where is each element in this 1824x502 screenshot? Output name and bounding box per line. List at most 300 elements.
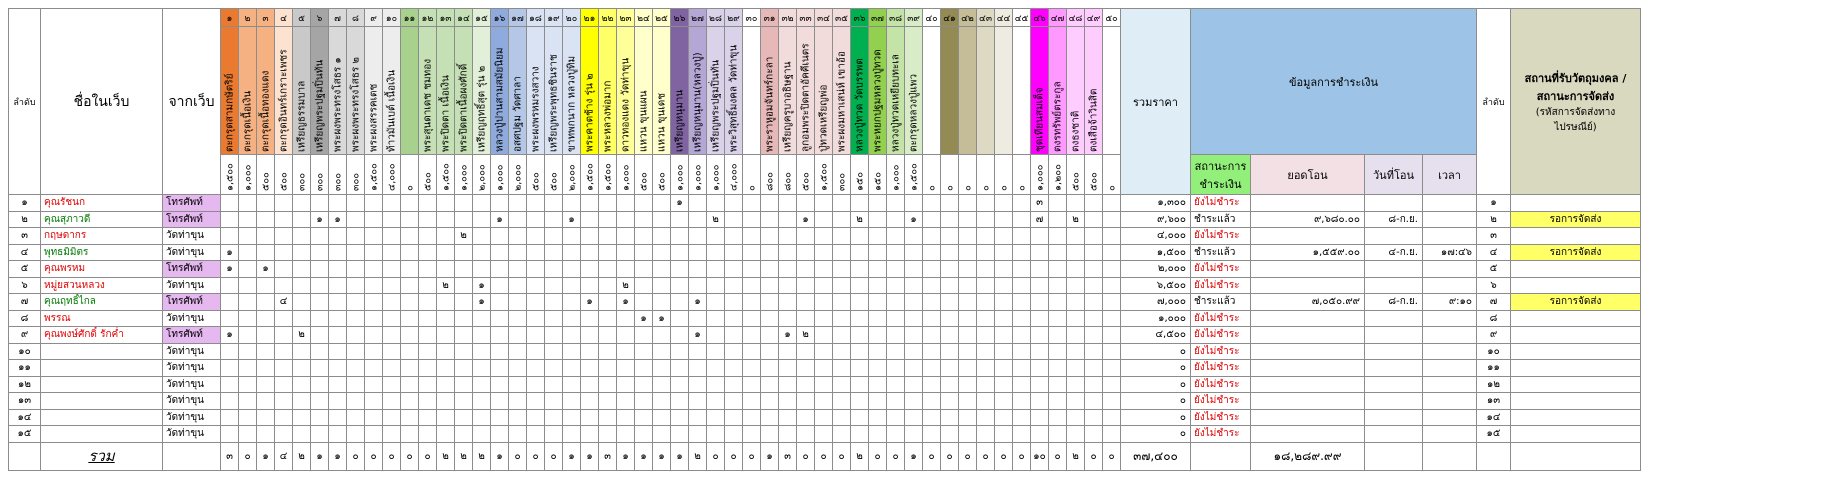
qty-cell[interactable] — [959, 277, 977, 294]
qty-cell[interactable] — [275, 211, 293, 228]
qty-cell[interactable] — [689, 211, 707, 228]
qty-cell[interactable] — [959, 426, 977, 443]
qty-cell[interactable] — [797, 310, 815, 327]
qty-cell[interactable] — [887, 409, 905, 426]
qty-cell[interactable] — [383, 409, 401, 426]
qty-cell[interactable] — [1103, 393, 1121, 410]
row-delivery[interactable] — [1511, 277, 1641, 294]
qty-cell[interactable] — [869, 211, 887, 228]
qty-cell[interactable] — [815, 228, 833, 245]
qty-cell[interactable] — [581, 228, 599, 245]
qty-cell[interactable] — [797, 244, 815, 261]
qty-cell[interactable] — [959, 343, 977, 360]
qty-cell[interactable] — [725, 211, 743, 228]
qty-cell[interactable] — [617, 360, 635, 377]
qty-cell[interactable] — [365, 211, 383, 228]
row-status[interactable]: ยังไม่ชำระ — [1191, 409, 1251, 426]
qty-cell[interactable] — [779, 310, 797, 327]
qty-cell[interactable] — [833, 261, 851, 278]
qty-cell[interactable] — [707, 343, 725, 360]
qty-cell[interactable] — [1067, 343, 1085, 360]
qty-cell[interactable] — [311, 393, 329, 410]
qty-cell[interactable] — [221, 310, 239, 327]
qty-cell[interactable] — [455, 343, 473, 360]
qty-cell[interactable] — [815, 277, 833, 294]
qty-cell[interactable] — [689, 261, 707, 278]
qty-cell[interactable] — [617, 426, 635, 443]
qty-cell[interactable] — [437, 244, 455, 261]
qty-cell[interactable] — [887, 310, 905, 327]
qty-cell[interactable] — [599, 211, 617, 228]
qty-cell[interactable] — [1031, 228, 1049, 245]
qty-cell[interactable] — [257, 360, 275, 377]
qty-cell[interactable] — [923, 294, 941, 311]
qty-cell[interactable] — [563, 244, 581, 261]
qty-cell[interactable] — [365, 343, 383, 360]
qty-cell[interactable] — [815, 244, 833, 261]
qty-cell[interactable] — [1103, 195, 1121, 212]
qty-cell[interactable] — [941, 277, 959, 294]
qty-cell[interactable]: ๒ — [851, 211, 869, 228]
qty-cell[interactable] — [347, 310, 365, 327]
qty-cell[interactable] — [779, 409, 797, 426]
qty-cell[interactable] — [1049, 376, 1067, 393]
qty-cell[interactable] — [491, 376, 509, 393]
qty-cell[interactable] — [923, 327, 941, 344]
qty-cell[interactable] — [527, 277, 545, 294]
qty-cell[interactable] — [815, 343, 833, 360]
row-status[interactable]: ชำระแล้ว — [1191, 244, 1251, 261]
qty-cell[interactable] — [437, 211, 455, 228]
qty-cell[interactable] — [221, 343, 239, 360]
qty-cell[interactable] — [743, 376, 761, 393]
qty-cell[interactable] — [689, 360, 707, 377]
qty-cell[interactable] — [527, 393, 545, 410]
qty-cell[interactable] — [941, 195, 959, 212]
qty-cell[interactable] — [473, 343, 491, 360]
qty-cell[interactable] — [221, 426, 239, 443]
qty-cell[interactable] — [671, 376, 689, 393]
qty-cell[interactable] — [671, 426, 689, 443]
qty-cell[interactable] — [833, 393, 851, 410]
qty-cell[interactable] — [365, 409, 383, 426]
qty-cell[interactable] — [1031, 376, 1049, 393]
qty-cell[interactable] — [1067, 310, 1085, 327]
qty-cell[interactable] — [671, 310, 689, 327]
qty-cell[interactable] — [923, 310, 941, 327]
qty-cell[interactable] — [743, 409, 761, 426]
qty-cell[interactable] — [563, 277, 581, 294]
qty-cell[interactable] — [1013, 426, 1031, 443]
qty-cell[interactable] — [275, 426, 293, 443]
qty-cell[interactable] — [869, 409, 887, 426]
qty-cell[interactable] — [869, 310, 887, 327]
qty-cell[interactable] — [311, 228, 329, 245]
qty-cell[interactable] — [473, 261, 491, 278]
qty-cell[interactable] — [1013, 310, 1031, 327]
qty-cell[interactable] — [995, 277, 1013, 294]
qty-cell[interactable] — [887, 195, 905, 212]
qty-cell[interactable] — [473, 327, 491, 344]
qty-cell[interactable] — [581, 310, 599, 327]
qty-cell[interactable] — [1067, 376, 1085, 393]
qty-cell[interactable] — [563, 376, 581, 393]
qty-cell[interactable] — [581, 426, 599, 443]
qty-cell[interactable] — [473, 195, 491, 212]
qty-cell[interactable] — [995, 261, 1013, 278]
qty-cell[interactable] — [617, 211, 635, 228]
qty-cell[interactable] — [653, 343, 671, 360]
qty-cell[interactable] — [1067, 393, 1085, 410]
qty-cell[interactable] — [761, 211, 779, 228]
row-status[interactable]: ยังไม่ชำระ — [1191, 327, 1251, 344]
qty-cell[interactable] — [635, 393, 653, 410]
qty-cell[interactable] — [221, 376, 239, 393]
qty-cell[interactable] — [761, 327, 779, 344]
qty-cell[interactable] — [275, 393, 293, 410]
qty-cell[interactable] — [689, 195, 707, 212]
qty-cell[interactable] — [329, 376, 347, 393]
qty-cell[interactable] — [581, 277, 599, 294]
qty-cell[interactable] — [293, 261, 311, 278]
qty-cell[interactable] — [1103, 294, 1121, 311]
qty-cell[interactable] — [1085, 343, 1103, 360]
qty-cell[interactable] — [599, 228, 617, 245]
qty-cell[interactable] — [1031, 409, 1049, 426]
qty-cell[interactable] — [779, 294, 797, 311]
qty-cell[interactable] — [491, 360, 509, 377]
qty-cell[interactable] — [401, 228, 419, 245]
qty-cell[interactable] — [311, 277, 329, 294]
row-delivery[interactable] — [1511, 409, 1641, 426]
qty-cell[interactable] — [1049, 393, 1067, 410]
qty-cell[interactable] — [743, 228, 761, 245]
qty-cell[interactable] — [1031, 261, 1049, 278]
qty-cell[interactable] — [473, 360, 491, 377]
qty-cell[interactable] — [419, 376, 437, 393]
qty-cell[interactable] — [437, 360, 455, 377]
qty-cell[interactable] — [239, 393, 257, 410]
qty-cell[interactable] — [347, 376, 365, 393]
qty-cell[interactable] — [545, 244, 563, 261]
qty-cell[interactable] — [743, 310, 761, 327]
qty-cell[interactable] — [959, 409, 977, 426]
qty-cell[interactable] — [851, 360, 869, 377]
qty-cell[interactable] — [671, 211, 689, 228]
qty-cell[interactable] — [1067, 409, 1085, 426]
qty-cell[interactable] — [311, 343, 329, 360]
qty-cell[interactable] — [743, 195, 761, 212]
qty-cell[interactable] — [545, 343, 563, 360]
qty-cell[interactable] — [959, 228, 977, 245]
qty-cell[interactable] — [275, 277, 293, 294]
qty-cell[interactable] — [635, 426, 653, 443]
qty-cell[interactable] — [311, 195, 329, 212]
row-status[interactable]: ยังไม่ชำระ — [1191, 261, 1251, 278]
qty-cell[interactable] — [959, 294, 977, 311]
qty-cell[interactable] — [239, 376, 257, 393]
qty-cell[interactable] — [347, 228, 365, 245]
qty-cell[interactable] — [959, 327, 977, 344]
qty-cell[interactable] — [617, 228, 635, 245]
qty-cell[interactable] — [689, 244, 707, 261]
qty-cell[interactable] — [761, 261, 779, 278]
qty-cell[interactable] — [545, 426, 563, 443]
qty-cell[interactable] — [797, 409, 815, 426]
qty-cell[interactable] — [725, 426, 743, 443]
qty-cell[interactable] — [1085, 195, 1103, 212]
qty-cell[interactable] — [977, 294, 995, 311]
qty-cell[interactable] — [545, 360, 563, 377]
qty-cell[interactable] — [743, 211, 761, 228]
qty-cell[interactable] — [617, 195, 635, 212]
qty-cell[interactable] — [1049, 228, 1067, 245]
qty-cell[interactable] — [869, 244, 887, 261]
qty-cell[interactable] — [797, 277, 815, 294]
qty-cell[interactable] — [851, 195, 869, 212]
row-delivery[interactable] — [1511, 195, 1641, 212]
qty-cell[interactable] — [653, 244, 671, 261]
qty-cell[interactable] — [761, 244, 779, 261]
qty-cell[interactable]: ๒ — [707, 211, 725, 228]
qty-cell[interactable] — [869, 277, 887, 294]
qty-cell[interactable] — [833, 294, 851, 311]
qty-cell[interactable] — [1085, 327, 1103, 344]
qty-cell[interactable] — [365, 294, 383, 311]
qty-cell[interactable] — [797, 393, 815, 410]
qty-cell[interactable] — [761, 376, 779, 393]
qty-cell[interactable] — [509, 360, 527, 377]
qty-cell[interactable] — [455, 376, 473, 393]
qty-cell[interactable] — [347, 409, 365, 426]
qty-cell[interactable] — [419, 228, 437, 245]
qty-cell[interactable] — [545, 393, 563, 410]
qty-cell[interactable] — [725, 360, 743, 377]
qty-cell[interactable] — [365, 228, 383, 245]
qty-cell[interactable] — [1049, 426, 1067, 443]
qty-cell[interactable] — [1031, 343, 1049, 360]
qty-cell[interactable] — [527, 261, 545, 278]
qty-cell[interactable] — [653, 360, 671, 377]
qty-cell[interactable] — [365, 327, 383, 344]
qty-cell[interactable] — [923, 393, 941, 410]
qty-cell[interactable] — [707, 409, 725, 426]
qty-cell[interactable] — [437, 228, 455, 245]
row-delivery[interactable] — [1511, 261, 1641, 278]
qty-cell[interactable] — [905, 244, 923, 261]
qty-cell[interactable] — [1085, 409, 1103, 426]
qty-cell[interactable] — [833, 195, 851, 212]
qty-cell[interactable] — [833, 426, 851, 443]
qty-cell[interactable] — [221, 360, 239, 377]
qty-cell[interactable] — [527, 294, 545, 311]
qty-cell[interactable] — [419, 244, 437, 261]
qty-cell[interactable] — [239, 409, 257, 426]
qty-cell[interactable]: ๑ — [689, 294, 707, 311]
qty-cell[interactable] — [653, 294, 671, 311]
qty-cell[interactable] — [365, 376, 383, 393]
qty-cell[interactable] — [941, 211, 959, 228]
qty-cell[interactable] — [977, 310, 995, 327]
qty-cell[interactable] — [563, 310, 581, 327]
row-status[interactable]: ยังไม่ชำระ — [1191, 393, 1251, 410]
qty-cell[interactable] — [779, 195, 797, 212]
qty-cell[interactable] — [599, 409, 617, 426]
qty-cell[interactable] — [923, 195, 941, 212]
qty-cell[interactable] — [995, 376, 1013, 393]
qty-cell[interactable] — [941, 343, 959, 360]
qty-cell[interactable] — [1013, 360, 1031, 377]
qty-cell[interactable] — [509, 376, 527, 393]
qty-cell[interactable] — [275, 327, 293, 344]
qty-cell[interactable] — [815, 426, 833, 443]
qty-cell[interactable] — [509, 211, 527, 228]
qty-cell[interactable] — [419, 261, 437, 278]
qty-cell[interactable] — [581, 261, 599, 278]
qty-cell[interactable] — [545, 376, 563, 393]
qty-cell[interactable] — [455, 294, 473, 311]
qty-cell[interactable] — [545, 310, 563, 327]
qty-cell[interactable] — [1031, 310, 1049, 327]
qty-cell[interactable] — [365, 277, 383, 294]
qty-cell[interactable] — [725, 393, 743, 410]
qty-cell[interactable] — [257, 327, 275, 344]
qty-cell[interactable] — [491, 409, 509, 426]
qty-cell[interactable] — [995, 294, 1013, 311]
qty-cell[interactable] — [707, 360, 725, 377]
qty-cell[interactable] — [851, 294, 869, 311]
qty-cell[interactable] — [599, 261, 617, 278]
qty-cell[interactable] — [833, 211, 851, 228]
qty-cell[interactable] — [1067, 228, 1085, 245]
qty-cell[interactable] — [383, 261, 401, 278]
qty-cell[interactable] — [887, 277, 905, 294]
qty-cell[interactable] — [599, 195, 617, 212]
qty-cell[interactable] — [941, 393, 959, 410]
qty-cell[interactable] — [869, 327, 887, 344]
qty-cell[interactable] — [1049, 294, 1067, 311]
qty-cell[interactable] — [383, 393, 401, 410]
qty-cell[interactable] — [311, 426, 329, 443]
qty-cell[interactable] — [653, 195, 671, 212]
qty-cell[interactable] — [1013, 244, 1031, 261]
qty-cell[interactable] — [671, 409, 689, 426]
qty-cell[interactable] — [851, 261, 869, 278]
qty-cell[interactable] — [941, 294, 959, 311]
qty-cell[interactable] — [761, 310, 779, 327]
qty-cell[interactable] — [815, 376, 833, 393]
qty-cell[interactable] — [1013, 393, 1031, 410]
qty-cell[interactable] — [833, 327, 851, 344]
qty-cell[interactable] — [779, 277, 797, 294]
qty-cell[interactable] — [563, 343, 581, 360]
qty-cell[interactable] — [491, 393, 509, 410]
qty-cell[interactable] — [653, 327, 671, 344]
qty-cell[interactable] — [275, 261, 293, 278]
qty-cell[interactable] — [635, 343, 653, 360]
qty-cell[interactable] — [995, 211, 1013, 228]
qty-cell[interactable] — [653, 228, 671, 245]
qty-cell[interactable]: ๑ — [689, 327, 707, 344]
qty-cell[interactable]: ๑ — [221, 261, 239, 278]
qty-cell[interactable] — [779, 426, 797, 443]
qty-cell[interactable] — [311, 327, 329, 344]
qty-cell[interactable] — [941, 426, 959, 443]
qty-cell[interactable] — [833, 376, 851, 393]
qty-cell[interactable] — [365, 244, 383, 261]
qty-cell[interactable] — [887, 261, 905, 278]
qty-cell[interactable] — [491, 195, 509, 212]
qty-cell[interactable] — [455, 244, 473, 261]
qty-cell[interactable] — [563, 393, 581, 410]
qty-cell[interactable] — [473, 393, 491, 410]
qty-cell[interactable] — [491, 277, 509, 294]
qty-cell[interactable] — [455, 393, 473, 410]
qty-cell[interactable] — [995, 195, 1013, 212]
qty-cell[interactable] — [509, 426, 527, 443]
qty-cell[interactable] — [509, 228, 527, 245]
qty-cell[interactable] — [959, 195, 977, 212]
qty-cell[interactable] — [977, 277, 995, 294]
qty-cell[interactable] — [293, 393, 311, 410]
qty-cell[interactable] — [419, 211, 437, 228]
qty-cell[interactable] — [707, 310, 725, 327]
qty-cell[interactable] — [491, 294, 509, 311]
qty-cell[interactable] — [941, 261, 959, 278]
qty-cell[interactable] — [977, 393, 995, 410]
qty-cell[interactable] — [1013, 195, 1031, 212]
qty-cell[interactable] — [905, 261, 923, 278]
qty-cell[interactable] — [383, 195, 401, 212]
qty-cell[interactable] — [1103, 277, 1121, 294]
row-delivery[interactable] — [1511, 426, 1641, 443]
qty-cell[interactable] — [545, 277, 563, 294]
qty-cell[interactable] — [599, 244, 617, 261]
qty-cell[interactable] — [1085, 228, 1103, 245]
qty-cell[interactable] — [599, 376, 617, 393]
qty-cell[interactable] — [743, 393, 761, 410]
qty-cell[interactable] — [563, 327, 581, 344]
qty-cell[interactable]: ๑ — [617, 294, 635, 311]
qty-cell[interactable] — [419, 343, 437, 360]
qty-cell[interactable] — [725, 261, 743, 278]
qty-cell[interactable] — [905, 277, 923, 294]
qty-cell[interactable] — [383, 244, 401, 261]
qty-cell[interactable] — [401, 426, 419, 443]
qty-cell[interactable] — [617, 327, 635, 344]
qty-cell[interactable]: ๑ — [221, 327, 239, 344]
row-delivery[interactable] — [1511, 376, 1641, 393]
qty-cell[interactable] — [293, 211, 311, 228]
qty-cell[interactable] — [635, 294, 653, 311]
qty-cell[interactable] — [653, 261, 671, 278]
qty-cell[interactable] — [347, 327, 365, 344]
qty-cell[interactable] — [293, 360, 311, 377]
qty-cell[interactable] — [257, 244, 275, 261]
qty-cell[interactable] — [743, 327, 761, 344]
qty-cell[interactable] — [779, 244, 797, 261]
qty-cell[interactable] — [887, 426, 905, 443]
qty-cell[interactable] — [1067, 195, 1085, 212]
qty-cell[interactable] — [959, 261, 977, 278]
row-delivery[interactable] — [1511, 228, 1641, 245]
qty-cell[interactable] — [851, 426, 869, 443]
qty-cell[interactable] — [869, 426, 887, 443]
qty-cell[interactable] — [851, 228, 869, 245]
qty-cell[interactable] — [851, 376, 869, 393]
qty-cell[interactable] — [1049, 360, 1067, 377]
qty-cell[interactable] — [347, 360, 365, 377]
